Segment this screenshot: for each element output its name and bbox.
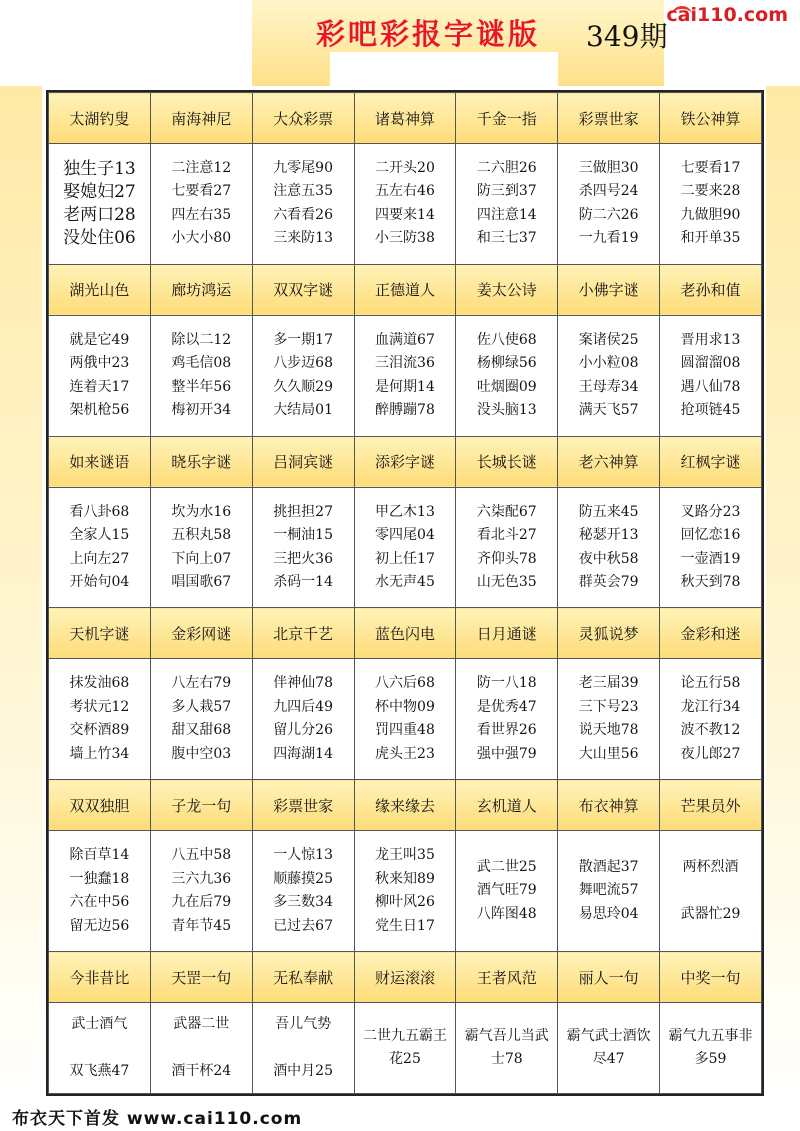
riddle-line: 多三数34 (273, 894, 334, 911)
content-row (49, 144, 762, 265)
riddle-line: 血满道67 (375, 331, 435, 348)
riddle-line: 防五来45 (578, 503, 639, 520)
riddle-line: 杯中物09 (375, 698, 435, 715)
riddle-line: 两俄中23 (69, 355, 130, 372)
riddle-cell (49, 659, 151, 780)
riddle-line: 甜又甜68 (171, 722, 232, 739)
column-header: 缘来缘去 (354, 780, 456, 831)
riddle-line: 就是它49 (69, 331, 130, 348)
riddle-line: 六在中56 (69, 894, 130, 911)
riddle-line: 腹中空03 (171, 745, 232, 762)
riddle-line: 柳叶风26 (375, 894, 435, 911)
riddle-line: 六柒配67 (476, 503, 537, 520)
left-side-gradient (0, 86, 42, 1101)
column-header: 双双字谜 (252, 264, 354, 315)
header-row (49, 264, 762, 315)
riddle-cell (456, 831, 558, 952)
riddle-cell (252, 831, 354, 952)
column-header: 彩票世家 (252, 780, 354, 831)
riddle-line: 群英会79 (578, 574, 639, 591)
column-header: 灵狐说梦 (558, 608, 660, 659)
riddle-line: 案诸侯25 (578, 331, 639, 348)
riddle-line: 小三防38 (375, 230, 435, 247)
riddle-line: 大山里56 (578, 745, 639, 762)
riddle-line: 除以二12 (171, 331, 232, 348)
riddle-line: 散酒起37 (578, 858, 639, 875)
riddle-cell (558, 144, 660, 265)
riddle-cell (354, 487, 456, 608)
riddle-line: 夜儿郎27 (680, 745, 741, 762)
riddle-line: 没处住06 (63, 227, 136, 248)
column-header: 吕洞宾谜 (252, 436, 354, 487)
riddle-line: 注意五35 (273, 183, 334, 200)
riddle-cell (49, 1003, 151, 1094)
riddle-line: 一独蠢18 (69, 870, 130, 887)
column-header: 天罡一句 (150, 952, 252, 1003)
riddle-line: 齐仰头78 (476, 550, 537, 567)
column-header: 老孙和值 (660, 264, 762, 315)
issue-number: 349期 (586, 20, 668, 53)
riddle-cell (660, 831, 762, 952)
content-row (49, 315, 762, 436)
column-header: 日月通谜 (456, 608, 558, 659)
riddle-line: 四海湖14 (273, 745, 334, 762)
riddle-cell (150, 831, 252, 952)
riddle-cell (558, 659, 660, 780)
column-header: 长城长谜 (456, 436, 558, 487)
riddle-line: 二开头20 (375, 159, 435, 176)
riddle-line: 除百草14 (69, 847, 130, 864)
riddle-cell (660, 1003, 762, 1094)
riddle-line: 多人栽57 (171, 698, 232, 715)
riddle-line: 党生日17 (375, 917, 435, 934)
riddle-line: 四注意14 (476, 206, 537, 223)
header-row (49, 93, 762, 144)
riddle-line: 罚四重48 (375, 722, 435, 739)
riddle-line: 九做胆90 (680, 206, 741, 223)
site-logo[interactable]: cai110.com (666, 4, 788, 26)
riddle-line: 二世九五霸王花25 (362, 1027, 447, 1068)
riddle-line: 一九看19 (578, 230, 639, 247)
header-row (49, 608, 762, 659)
riddle-cell (354, 315, 456, 436)
riddle-line: 叉路分23 (680, 503, 741, 520)
riddle-cell (150, 487, 252, 608)
riddle-line: 霸气九五事非多59 (668, 1027, 753, 1068)
riddle-line: 杨柳绿56 (476, 355, 537, 372)
riddle-line: 三来防13 (273, 230, 334, 247)
riddle-line: 防二六26 (578, 206, 639, 223)
riddle-line: 武二世25 (476, 858, 537, 875)
riddle-line: 波不教12 (680, 722, 741, 739)
riddle-line: 王母寿34 (578, 378, 639, 395)
riddle-line: 武士酒气 (71, 1015, 128, 1032)
riddle-cell (252, 144, 354, 265)
riddle-line: 六看看26 (273, 206, 334, 223)
riddle-line: 酒干杯24 (171, 1062, 232, 1079)
riddle-line: 唱国歌67 (171, 574, 232, 591)
riddle-line: 老三届39 (578, 675, 639, 692)
riddle-line: 九零尾90 (273, 159, 334, 176)
column-header: 布衣神算 (558, 780, 660, 831)
riddle-line: 看北斗27 (476, 527, 537, 544)
riddle-line (153, 1036, 250, 1060)
riddle-line: 开始句04 (69, 574, 130, 591)
riddle-line: 防一八18 (476, 675, 537, 692)
column-header: 诸葛神算 (354, 93, 456, 144)
content-row (49, 831, 762, 952)
column-header: 南海神尼 (150, 93, 252, 144)
footer-credit: 布衣天下首发 www.cai110.com (12, 1109, 303, 1129)
content-row (49, 659, 762, 780)
riddle-line: 留儿分26 (273, 722, 334, 739)
riddle-line: 舞吧流57 (578, 882, 639, 899)
riddle-line: 防三到37 (476, 183, 537, 200)
riddle-line: 五积丸58 (171, 527, 232, 544)
column-header: 子龙一句 (150, 780, 252, 831)
column-header: 红枫字谜 (660, 436, 762, 487)
riddle-line: 一壶酒19 (680, 550, 741, 567)
riddle-line: 武器忙29 (680, 905, 741, 922)
riddle-cell (354, 1003, 456, 1094)
riddle-cell (49, 144, 151, 265)
riddle-cell (660, 487, 762, 608)
column-header: 玄机道人 (456, 780, 558, 831)
riddle-line: 佐八使68 (476, 331, 537, 348)
riddle-line: 是何期14 (375, 378, 435, 395)
riddle-cell (150, 1003, 252, 1094)
column-header: 姜太公诗 (456, 264, 558, 315)
riddle-line: 七要看17 (680, 159, 741, 176)
riddle-line: 山无色35 (476, 574, 537, 591)
riddle-line: 八阵图48 (476, 905, 537, 922)
riddle-cell (558, 1003, 660, 1094)
riddle-cell (558, 315, 660, 436)
column-header: 添彩字谜 (354, 436, 456, 487)
riddle-line: 霸气武士酒饮尽47 (566, 1027, 651, 1068)
riddle-cell (49, 487, 151, 608)
riddle-line: 三泪流36 (375, 355, 435, 372)
riddle-cell (456, 487, 558, 608)
riddle-line: 和开单35 (680, 230, 741, 247)
riddle-line: 八左右79 (171, 675, 232, 692)
column-header: 湖光山色 (49, 264, 151, 315)
riddle-cell (252, 659, 354, 780)
riddle-cell (456, 144, 558, 265)
riddle-grid (46, 90, 764, 1096)
riddle-line: 梅初开34 (171, 402, 232, 419)
column-header: 丽人一句 (558, 952, 660, 1003)
riddle-line: 酒中月25 (273, 1062, 334, 1079)
riddle-line: 全家人15 (69, 527, 130, 544)
riddle-line: 九四后49 (273, 698, 334, 715)
riddle-line: 酒气旺79 (476, 882, 537, 899)
column-header: 王者风范 (456, 952, 558, 1003)
riddle-line: 七要看27 (171, 183, 232, 200)
column-header: 蓝色闪电 (354, 608, 456, 659)
riddle-line: 小小粒08 (578, 355, 639, 372)
header-row (49, 436, 762, 487)
riddle-cell (456, 1003, 558, 1094)
riddle-line (662, 879, 759, 903)
riddle-line: 八步迈68 (273, 355, 334, 372)
column-header: 中奖一句 (660, 952, 762, 1003)
riddle-line: 青年节45 (171, 917, 232, 934)
header-row (49, 952, 762, 1003)
riddle-cell (252, 487, 354, 608)
riddle-line: 留无边56 (69, 917, 130, 934)
content-row (49, 487, 762, 608)
riddle-line: 圆溜溜08 (680, 355, 741, 372)
column-header: 芒果员外 (660, 780, 762, 831)
riddle-line: 吐烟圈09 (476, 378, 537, 395)
riddle-line: 看世界26 (476, 722, 537, 739)
riddle-line: 独生子13 (63, 158, 136, 179)
riddle-cell (252, 315, 354, 436)
riddle-line: 八六后68 (375, 675, 435, 692)
riddle-line: 三把火36 (273, 550, 334, 567)
riddle-line: 久久顺29 (273, 378, 334, 395)
riddle-line: 娶媳妇27 (63, 181, 136, 202)
riddle-line: 连着天17 (69, 378, 130, 395)
riddle-cell (456, 659, 558, 780)
column-header: 太湖钓叟 (49, 93, 151, 144)
column-header: 铁公神算 (660, 93, 762, 144)
riddle-line: 坎为水16 (171, 503, 232, 520)
riddle-line: 二注意12 (171, 159, 232, 176)
riddle-line: 说天地78 (578, 722, 639, 739)
riddle-line: 老两口28 (63, 204, 136, 225)
riddle-line: 杀四号24 (578, 183, 639, 200)
riddle-line: 整半年56 (171, 378, 232, 395)
riddle-cell (150, 659, 252, 780)
riddle-line: 四要来14 (375, 206, 435, 223)
column-header: 今非昔比 (49, 952, 151, 1003)
riddle-line: 零四尾04 (375, 527, 435, 544)
riddle-cell (252, 1003, 354, 1094)
riddle-cell (660, 144, 762, 265)
riddle-line: 双飞燕47 (69, 1062, 130, 1079)
riddle-line: 两杯烈酒 (682, 858, 739, 875)
riddle-line: 三六九36 (171, 870, 232, 887)
riddle-line: 虎头王23 (375, 745, 435, 762)
riddle-line: 鸡毛信08 (171, 355, 232, 372)
riddle-cell (49, 315, 151, 436)
riddle-line: 秋天到78 (680, 574, 741, 591)
riddle-line: 四左右35 (171, 206, 232, 223)
riddle-cell (558, 831, 660, 952)
column-header: 老六神算 (558, 436, 660, 487)
riddle-table (48, 92, 762, 1094)
riddle-line: 已过去67 (273, 917, 334, 934)
riddle-line: 强中强79 (476, 745, 537, 762)
riddle-cell (354, 831, 456, 952)
column-header: 廊坊鸿运 (150, 264, 252, 315)
riddle-line: 八五中58 (171, 847, 232, 864)
riddle-cell (150, 315, 252, 436)
header-row (49, 780, 762, 831)
column-header: 正德道人 (354, 264, 456, 315)
riddle-line: 霸气吾儿当武士78 (464, 1027, 549, 1068)
riddle-line: 吾儿气势 (275, 1015, 332, 1032)
riddle-cell (660, 659, 762, 780)
riddle-line: 抢项链45 (680, 402, 741, 419)
content-row (49, 1003, 762, 1094)
column-header: 大众彩票 (252, 93, 354, 144)
riddle-line: 是优秀47 (476, 698, 537, 715)
riddle-line: 满天飞57 (578, 402, 639, 419)
column-header: 金彩网谜 (150, 608, 252, 659)
riddle-line: 秋来知89 (375, 870, 435, 887)
riddle-line: 武器二世 (173, 1015, 230, 1032)
riddle-line: 墙上竹34 (69, 745, 130, 762)
riddle-line: 下向上07 (171, 550, 232, 567)
column-header: 北京千艺 (252, 608, 354, 659)
riddle-cell (150, 144, 252, 265)
riddle-line: 回忆恋16 (680, 527, 741, 544)
riddle-line: 一人惊13 (273, 847, 334, 864)
riddle-line (255, 1036, 352, 1060)
riddle-cell (558, 487, 660, 608)
riddle-line: 多一期17 (273, 331, 334, 348)
riddle-cell (49, 831, 151, 952)
riddle-line: 伴神仙78 (273, 675, 334, 692)
riddle-cell (354, 659, 456, 780)
riddle-line: 挑担担27 (273, 503, 334, 520)
column-header: 天机字谜 (49, 608, 151, 659)
riddle-line: 甲乙木13 (375, 503, 435, 520)
riddle-cell (660, 315, 762, 436)
riddle-line: 三做胆30 (578, 159, 639, 176)
riddle-line: 论五行58 (680, 675, 741, 692)
riddle-line: 二六胆26 (476, 159, 537, 176)
riddle-line: 大结局01 (273, 402, 334, 419)
riddle-line: 五左右46 (375, 183, 435, 200)
riddle-line: 看八卦68 (69, 503, 130, 520)
column-header: 双双独胆 (49, 780, 151, 831)
column-header: 千金一指 (456, 93, 558, 144)
column-header: 无私奉献 (252, 952, 354, 1003)
right-side-gradient (766, 86, 800, 1101)
riddle-line: 架机枪56 (69, 402, 130, 419)
riddle-line: 上向左27 (69, 550, 130, 567)
riddle-line: 没头脑13 (476, 402, 537, 419)
riddle-line: 九在后79 (171, 894, 232, 911)
riddle-line: 杀码一14 (273, 574, 334, 591)
banner-title: 彩吧彩报字谜版 (316, 17, 541, 51)
riddle-line: 考状元12 (69, 698, 130, 715)
riddle-line: 龙江行34 (680, 698, 741, 715)
riddle-line: 一桐油15 (273, 527, 334, 544)
column-header: 彩票世家 (558, 93, 660, 144)
column-header: 金彩和迷 (660, 608, 762, 659)
riddle-line: 醉膊蹦78 (375, 402, 435, 419)
column-header: 小佛字谜 (558, 264, 660, 315)
banner-gap (330, 52, 558, 86)
riddle-line: 二要来28 (680, 183, 741, 200)
riddle-cell (456, 315, 558, 436)
riddle-line: 顺藤摸25 (273, 870, 334, 887)
riddle-line: 和三七37 (476, 230, 537, 247)
column-header: 如来谜语 (49, 436, 151, 487)
column-header: 财运滚滚 (354, 952, 456, 1003)
riddle-line: 交杯酒89 (69, 722, 130, 739)
riddle-line: 小大小80 (171, 230, 232, 247)
riddle-line: 三下号23 (578, 698, 639, 715)
riddle-line: 秘瑟开13 (578, 527, 639, 544)
riddle-line: 夜中秋58 (578, 550, 639, 567)
riddle-line: 抹发油68 (69, 675, 130, 692)
riddle-cell (354, 144, 456, 265)
riddle-line: 晋用求13 (680, 331, 741, 348)
column-header: 晓乐字谜 (150, 436, 252, 487)
riddle-line: 遇八仙78 (680, 378, 741, 395)
riddle-line: 初上任17 (375, 550, 435, 567)
riddle-line: 水无声45 (375, 574, 435, 591)
riddle-line: 易思玲04 (578, 905, 639, 922)
riddle-line (51, 1036, 148, 1060)
riddle-line: 龙王叫35 (375, 847, 435, 864)
